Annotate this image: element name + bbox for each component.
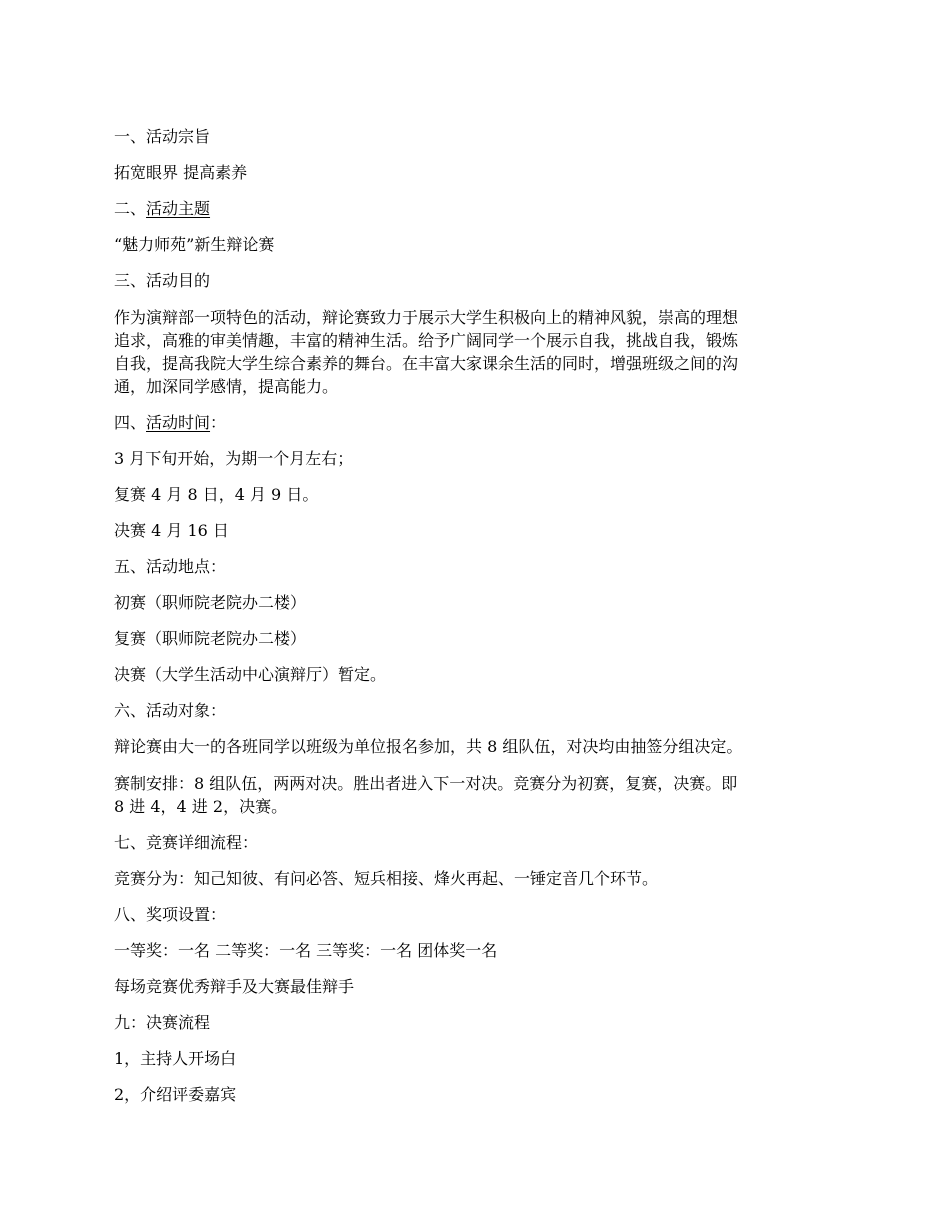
section-9-line-2: 2，介绍评委嘉宾	[114, 1085, 237, 1104]
section-4-heading-prefix: 四、	[114, 413, 147, 432]
section-9-heading: 九：决赛流程	[114, 1013, 211, 1032]
section-9-line-1: 1，主持人开场白	[114, 1049, 237, 1068]
section-4-line-2: 复赛 4 月 8 日，4 月 9 日。	[114, 485, 319, 504]
section-4-line-3: 决赛 4 月 16 日	[114, 521, 229, 540]
section-7-body: 竞赛分为：知己知彼、有问必答、短兵相接、烽火再起、一锤定音几个环节。	[114, 869, 659, 888]
section-6-heading: 六、活动对象：	[114, 701, 227, 720]
section-5-line-2: 复赛（职师院老院办二楼）	[114, 629, 307, 648]
section-3-line-3: 自我，提高我院大学生综合素养的舞台。在丰富大家课余生活的同时，增强班级之间的沟	[114, 354, 739, 373]
section-8-line-2: 每场竞赛优秀辩手及大赛最佳辩手	[114, 977, 355, 996]
section-6-schedule-line-1: 赛制安排：8 组队伍，两两对决。胜出者进入下一对决。竞赛分为初赛，复赛，决赛。即	[114, 774, 738, 793]
section-3-line-2: 追求，高雅的审美情趣，丰富的精神生活。给予广阔同学一个展示自我，挑战自我，锻炼	[114, 331, 739, 350]
section-2-heading	[114, 198, 840, 220]
section-8-heading: 八、奖项设置：	[114, 905, 227, 924]
section-8-line-1: 一等奖：一名 二等奖：一名 三等奖：一名 团体奖一名	[114, 941, 498, 960]
section-6-line-1: 辩论赛由大一的各班同学以班级为单位报名参加，共 8 组队伍，对决均由抽签分组决定。	[114, 737, 743, 756]
section-1-heading: 一、活动宗旨	[114, 127, 211, 146]
section-2-body: “魅力师苑”新生辩论赛	[114, 235, 275, 254]
section-4-heading-underlined: 活动时间	[146, 413, 211, 432]
section-4-line-1: 3 月下旬开始，为期一个月左右；	[114, 449, 354, 468]
section-4-heading-suffix: ：	[210, 413, 227, 432]
section-5-heading: 五、活动地点：	[114, 557, 227, 576]
section-3-heading: 三、活动目的	[114, 271, 211, 290]
section-7-heading: 七、竞赛详细流程：	[114, 833, 259, 852]
section-5-line-3: 决赛（大学生活动中心演辩厅）暂定。	[114, 665, 387, 684]
section-5-line-1: 初赛（职师院老院办二楼）	[114, 593, 307, 612]
section-3-body	[114, 306, 840, 398]
section-3-line-4: 通，加深同学感情，提高能力。	[114, 377, 339, 396]
section-6-schedule-line-2: 8 进 4，4 进 2，决赛。	[114, 797, 288, 816]
section-6-schedule	[114, 772, 840, 818]
section-3-line-1: 作为演辩部一项特色的活动，辩论赛致力于展示大学生积极向上的精神风貌，崇高的理想	[114, 308, 739, 327]
section-2-heading-underlined: 活动主题	[146, 199, 211, 218]
section-4-heading	[114, 412, 840, 434]
section-1-body: 拓宽眼界 提高素养	[114, 163, 248, 182]
section-2-heading-prefix: 二、	[114, 199, 147, 218]
